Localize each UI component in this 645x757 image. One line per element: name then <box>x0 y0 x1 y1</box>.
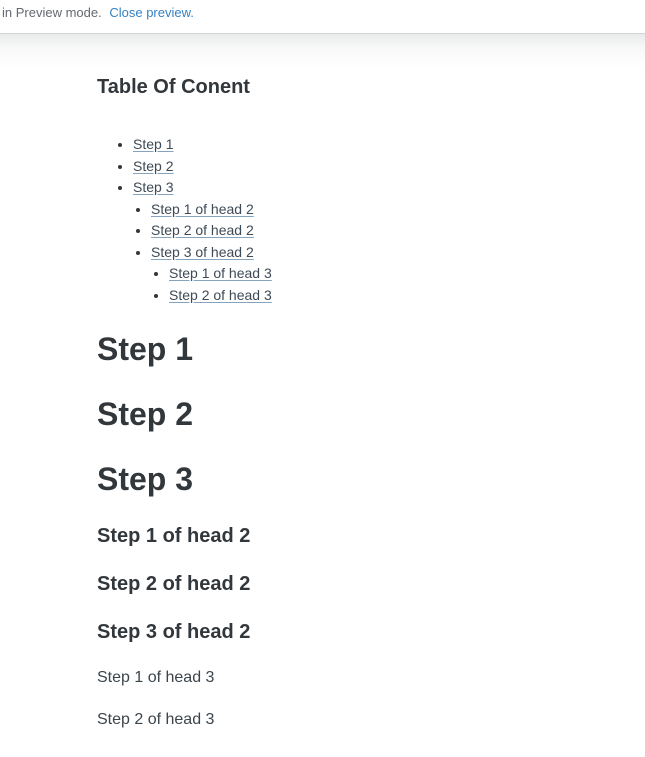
toc-link-step-2[interactable]: Step 2 <box>133 157 174 174</box>
heading-step-3: Step 3 <box>97 461 194 497</box>
toc-link-step-1-of-head-3[interactable]: Step 1 of head 3 <box>169 265 272 281</box>
toc-item <box>151 220 625 242</box>
heading-step-3-of-head-2: Step 3 of head 2 <box>97 621 251 643</box>
toc-list <box>97 134 625 306</box>
toc-item <box>133 134 625 156</box>
page-content <box>0 34 645 757</box>
toc-link-step-1[interactable]: Step 1 <box>133 136 174 152</box>
toc-sublist <box>133 199 625 307</box>
toc-subsublist <box>151 263 625 306</box>
toc-item <box>169 263 625 285</box>
heading-step-2-of-head-3: Step 2 of head 3 <box>97 711 215 728</box>
toc-item <box>151 242 625 307</box>
heading-step-1-of-head-3: Step 1 of head 3 <box>97 669 215 686</box>
toc-link-step-3[interactable]: Step 3 <box>133 179 174 195</box>
toc-item <box>169 285 625 307</box>
toc-link-step-2-of-head-2[interactable]: Step 2 of head 2 <box>151 222 254 238</box>
preview-mode-text: in Preview mode. <box>2 5 102 20</box>
article-content <box>0 34 645 730</box>
toc-link-step-3-of-head-2[interactable]: Step 3 of head 2 <box>151 243 254 260</box>
toc-item <box>151 199 625 221</box>
heading-step-2-of-head-2: Step 2 of head 2 <box>97 573 251 595</box>
toc-link-step-2-of-head-3[interactable]: Step 2 of head 3 <box>169 286 272 303</box>
heading-step-1: Step 1 <box>97 331 194 367</box>
heading-step-2: Step 2 <box>97 396 194 432</box>
toc-item <box>133 156 625 178</box>
close-preview-link[interactable]: Close preview. <box>109 5 194 20</box>
toc-link-step-1-of-head-2[interactable]: Step 1 of head 2 <box>151 200 254 217</box>
heading-step-1-of-head-2: Step 1 of head 2 <box>97 525 251 547</box>
toc-title: Table Of Conent <box>97 76 250 98</box>
preview-bar <box>0 0 645 34</box>
toc-item <box>133 177 625 306</box>
